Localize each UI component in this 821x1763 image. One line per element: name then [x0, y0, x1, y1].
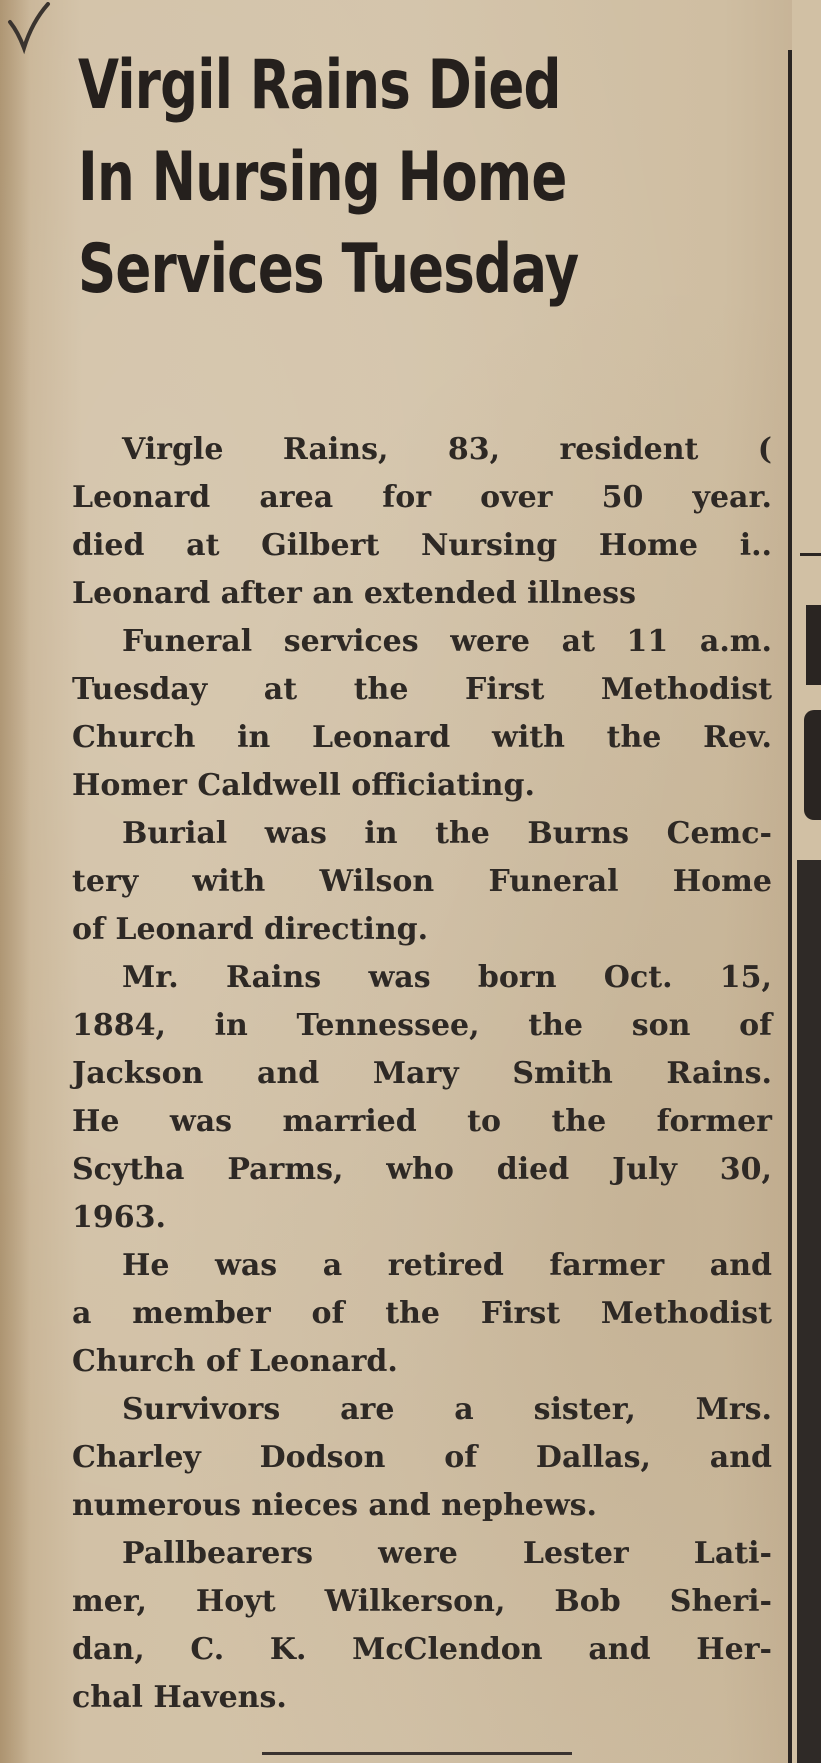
article-line: of Leonard directing.	[72, 912, 429, 947]
article-line: Charley Dodson of Dallas, and	[72, 1440, 772, 1475]
article-line: Jackson and Mary Smith Rains.	[72, 1056, 772, 1091]
article-line: Leonard after an extended illness	[72, 576, 636, 611]
article-line: mer, Hoyt Wilkerson, Bob Sheri-	[72, 1584, 772, 1619]
end-rule	[262, 1752, 572, 1755]
article-line: Virgle Rains, 83, resident (	[122, 432, 772, 467]
article-line: a member of the First Methodist	[72, 1296, 772, 1331]
article-line: Scytha Parms, who died July 30,	[72, 1152, 772, 1187]
article-line: chal Havens.	[72, 1680, 287, 1715]
headline-line: Services Tuesday	[78, 230, 579, 309]
checkmark-icon	[4, 2, 52, 60]
headline-line: In Nursing Home	[78, 138, 567, 217]
article-line: 1963.	[72, 1200, 166, 1235]
fragment-dark-band	[797, 860, 821, 1763]
fragment-mark	[804, 710, 821, 820]
article-line: Church of Leonard.	[72, 1344, 398, 1379]
adjacent-column-fragment	[792, 0, 821, 1763]
headline	[78, 40, 624, 316]
article-line: tery with Wilson Funeral Home	[72, 864, 772, 899]
article-line: Tuesday at the First Methodist	[72, 672, 772, 707]
article-line: Funeral services were at 11 a.m.	[122, 624, 772, 659]
torn-edge	[0, 0, 30, 1763]
headline-line: Virgil Rains Died	[78, 46, 561, 125]
article-line: dan, C. K. McClendon and Her-	[72, 1632, 772, 1667]
article-line: Leonard area for over 50 year.	[72, 480, 772, 515]
article-body	[72, 426, 772, 1722]
article-line: Survivors are a sister, Mrs.	[122, 1392, 772, 1427]
article-line: Mr. Rains was born Oct. 15,	[122, 960, 772, 995]
article-line: 1884, in Tennessee, the son of	[72, 1008, 772, 1043]
article-line: Burial was in the Burns Cemc-	[122, 816, 772, 851]
fragment-mark	[800, 553, 821, 556]
article-line: died at Gilbert Nursing Home i..	[72, 528, 772, 563]
article-line: Pallbearers were Lester Lati-	[122, 1536, 772, 1571]
article-line: He was married to the former	[72, 1104, 772, 1139]
article-line: He was a retired farmer and	[122, 1248, 772, 1283]
article-line: Homer Caldwell officiating.	[72, 768, 535, 803]
fragment-mark	[806, 605, 821, 685]
article-line: Church in Leonard with the Rev.	[72, 720, 772, 755]
article-line: numerous nieces and nephews.	[72, 1488, 597, 1523]
